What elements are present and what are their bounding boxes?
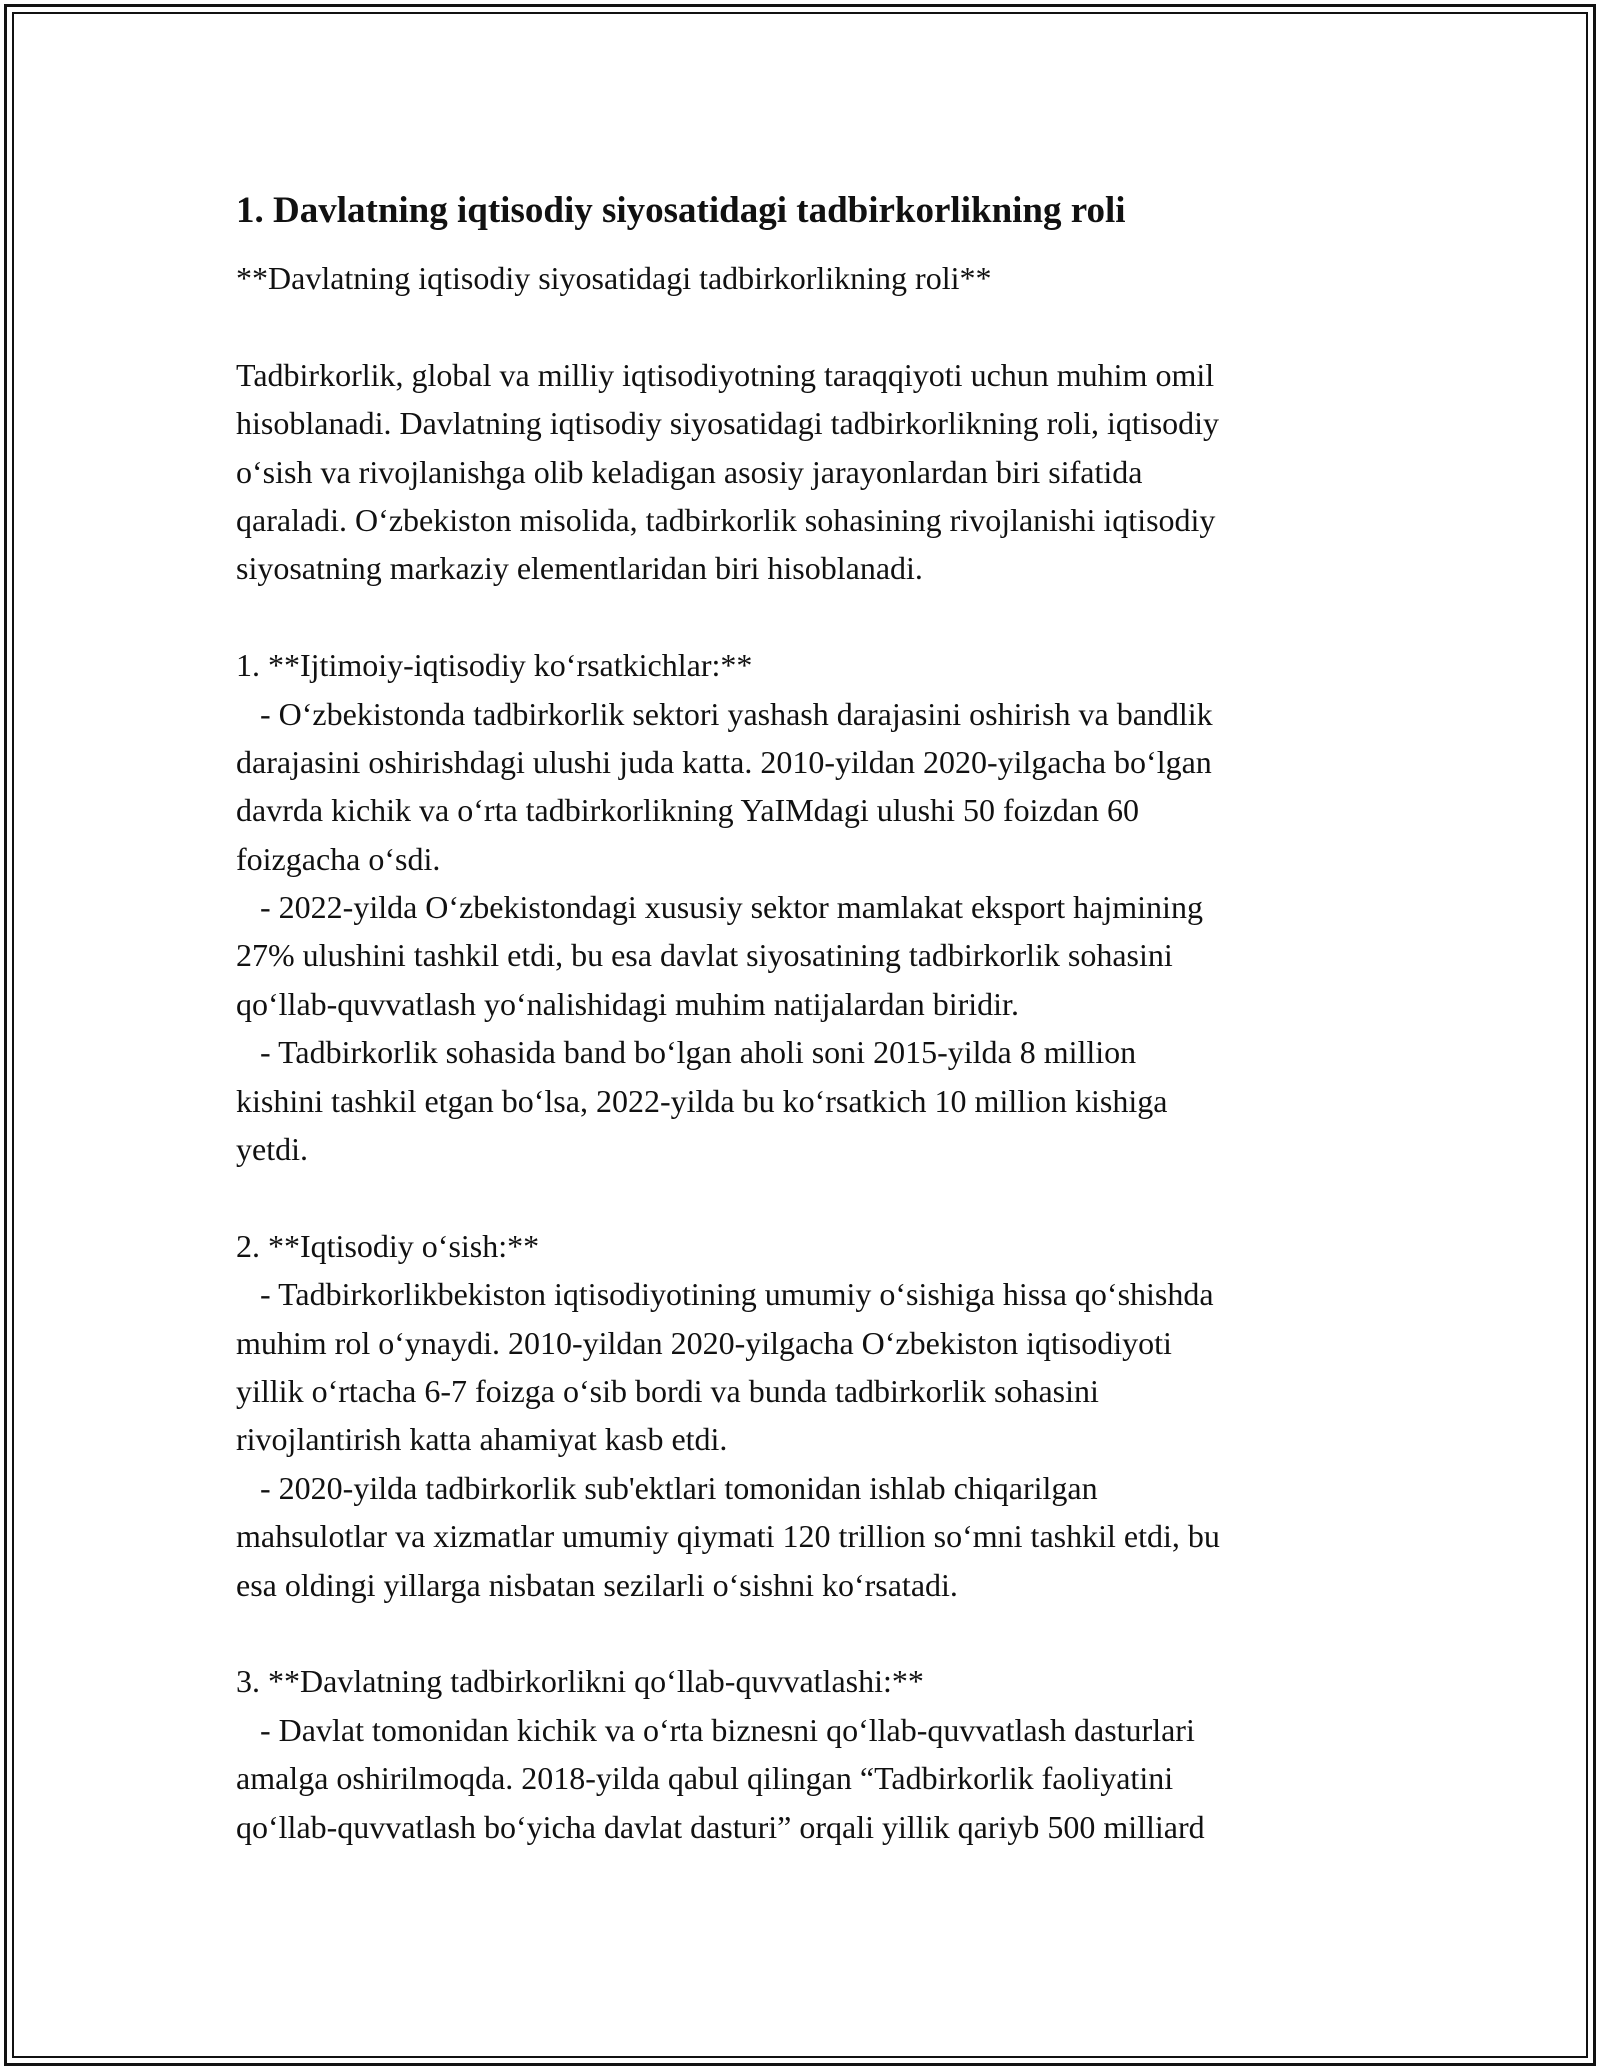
body-line: - 2020-yilda tadbirkorlik sub'ektlari tomonidan ishlab chiqarilgan [236,1469,1098,1506]
body-line: foizgacha o‘sdi. [236,840,441,877]
body-line: davrda kichik va o‘rta tadbirkorlikning YaIMdagi ulushi 50 foizdan 60 [236,792,1139,829]
body-line: 1. **Ijtimoiy-iqtisodiy ko‘rsatkichlar:** [236,647,753,684]
body-line: yillik o‘rtacha 6-7 foizga o‘sib bordi va bunda tadbirkorlik sohasini [236,1372,1099,1409]
body-line: darajasini oshirishdagi ulushi juda katta. 2010-yildan 2020-yilgacha bo‘lgan [236,743,1212,780]
body-line: kishini tashkil etgan bo‘lsa, 2022-yilda bu ko‘rsatkich 10 million kishiga [236,1082,1168,1119]
body-line: hisoblanadi. Davlatning iqtisodiy siyosatidagi tadbirkorlikning roli, iqtisodiy [236,405,1220,442]
body-line: rivojlantirish katta ahamiyat kasb etdi. [236,1421,728,1458]
body-line: 3. **Davlatning tadbirkorlikni qo‘llab-quvvatlashi:** [236,1663,924,1700]
document-title: 1. Davlatning iqtisodiy siyosatidagi tadbirkorlikning roli [236,190,1126,231]
document-content [236,186,1381,1851]
blank-line [236,302,1381,350]
blank-line [236,1609,1381,1657]
blank-line [236,1173,1381,1221]
body-line: siyosatning markaziy elementlaridan biri hisoblanadi. [236,550,923,587]
body-line: - Davlat tomonidan kichik va o‘rta biznesni qo‘llab-quvvatlash dasturlari [236,1711,1195,1748]
body-line: muhim rol o‘ynaydi. 2010-yildan 2020-yilgacha O‘zbekiston iqtisodiyoti [236,1324,1172,1361]
body-line: **Davlatning iqtisodiy siyosatidagi tadbirkorlikning roli** [236,260,992,296]
body-line: - Tadbirkorlikbekiston iqtisodiyotining umumiy o‘sishiga hissa qo‘shishda [236,1276,1214,1313]
body-line: Tadbirkorlik, global va milliy iqtisodiyotning taraqqiyoti uchun muhim omil [236,356,1215,393]
body-line: amalga oshirilmoqda. 2018-yilda qabul qilingan “Tadbirkorlik faoliyatini [236,1760,1174,1797]
body-line: esa oldingi yillarga nisbatan sezilarli o‘sishni ko‘rsatadi. [236,1566,958,1603]
body-line: yetdi. [236,1131,308,1168]
body-line: 2. **Iqtisodiy o‘sish:** [236,1227,540,1264]
body-line: o‘sish va rivojlanishga olib keladigan asosiy jarayonlardan biri sifatida [236,453,1143,490]
blank-line [236,593,1381,641]
body-line: qaraladi. O‘zbekiston misolida, tadbirkorlik sohasining rivojlanishi iqtisodiy [236,501,1216,538]
body-line: - 2022-yilda O‘zbekistondagi xususiy sektor mamlakat eksport hajmining [236,889,1203,926]
body-line: - O‘zbekistonda tadbirkorlik sektori yashash darajasini oshirish va bandlik [236,695,1213,732]
document-body [236,254,1381,1851]
body-line: - Tadbirkorlik sohasida band bo‘lgan aholi soni 2015-yilda 8 million [236,1034,1137,1071]
body-line: qo‘llab-quvvatlash bo‘yicha davlat dasturi” orqali yillik qariyb 500 milliard [236,1808,1205,1845]
body-line: mahsulotlar va xizmatlar umumiy qiymati 120 trillion so‘mni tashkil etdi, bu [236,1518,1220,1555]
body-line: 27% ulushini tashkil etdi, bu esa davlat siyosatining tadbirkorlik sohasini [236,937,1173,974]
body-line: qo‘llab-quvvatlash yo‘nalishidagi muhim natijalardan biridir. [236,985,1019,1022]
